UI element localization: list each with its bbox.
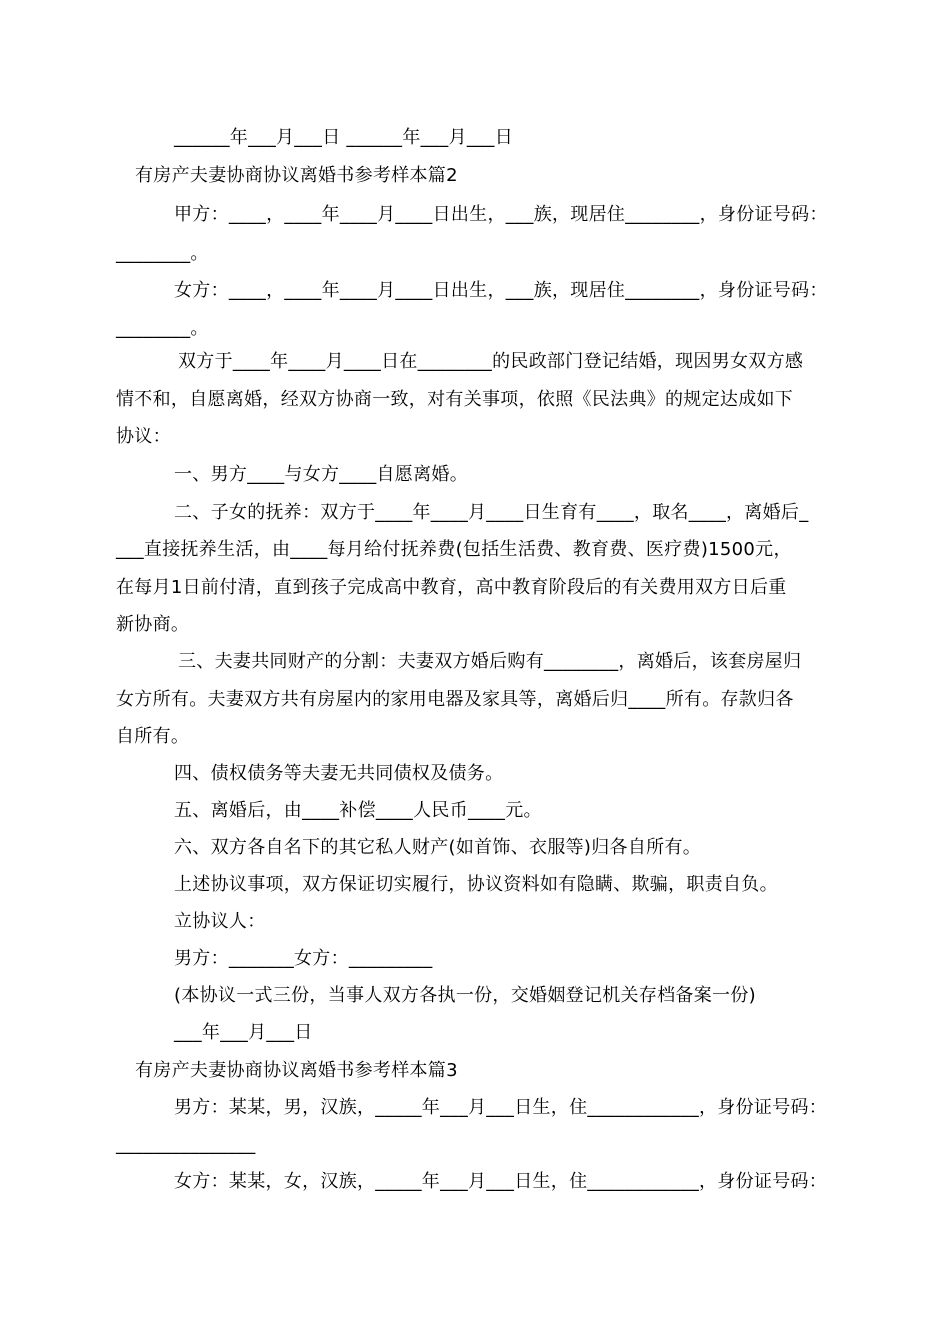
male-party-id-line: _______________	[116, 1134, 256, 1155]
clause-3-line-2: 女方所有。夫妻双方共有房屋内的家用电器及家具等，离婚后归____所有。存款归各	[116, 689, 794, 710]
party-a-id-line: ________。	[116, 243, 209, 264]
date-signature-line: ______年___月___日 ______年___月___日	[174, 127, 514, 148]
marriage-registration-line-1: 双方于____年____月____日在________的民政部门登记结婚，现因男女双方感	[178, 351, 804, 372]
copies-note: (本协议一式三份，当事人双方各执一份，交婚姻登记机关存档备案一份)	[174, 985, 756, 1006]
female-party-line: 女方：____，____年____月____日出生，___族，现居住________，身份证号码：	[174, 280, 828, 301]
clause-3-line-1: 三、夫妻共同财产的分割：夫妻双方婚后购有________，离婚后，该套房屋归	[178, 651, 802, 672]
party-a-line: 甲方：____，____年____月____日出生，___族，现居住________，身份证号码：	[174, 204, 828, 225]
agreement-date-line: ___年___月___日	[174, 1022, 313, 1043]
signatures-line: 男方：_______女方：_________	[174, 948, 433, 969]
guarantee-statement: 上述协议事项，双方保证切实履行，协议资料如有隐瞒、欺骗，职责自负。	[174, 874, 778, 895]
marriage-registration-line-3: 协议：	[116, 426, 171, 447]
clause-2-line-3: 在每月1日前付清，直到孩子完成高中教育，高中教育阶段后的有关费用双方日后重	[116, 577, 787, 598]
section-title-3: 有房产夫妻协商协议离婚书参考样本篇3	[135, 1060, 458, 1081]
female-party-line-3: 女方：某某，女，汉族，_____年___月___日生，住____________，身份证号码：	[174, 1171, 828, 1192]
male-party-line: 男方：某某，男，汉族，_____年___月___日生，住____________，身份证号码：	[174, 1097, 828, 1118]
clause-1: 一、男方____与女方____自愿离婚。	[174, 464, 468, 485]
section-title-2: 有房产夫妻协商协议离婚书参考样本篇2	[135, 165, 458, 186]
clause-5: 五、离婚后，由____补偿____人民币____元。	[174, 800, 542, 821]
clause-2-line-1: 二、子女的抚养：双方于____年____月____日生育有____，取名____，离婚后_	[174, 502, 809, 523]
clause-2-line-4: 新协商。	[116, 614, 190, 635]
clause-3-line-3: 自所有。	[116, 726, 190, 747]
clause-2-line-2: ___直接抚养生活，由____每月给付抚养费(包括生活费、教育费、医疗费)1500元，	[116, 539, 792, 560]
marriage-registration-line-2: 情不和，自愿离婚，经双方协商一致，对有关事项，依照《民法典》的规定达成如下	[116, 389, 794, 410]
female-party-id-line: ________。	[116, 318, 209, 339]
signatories-label: 立协议人：	[174, 911, 266, 932]
clause-6: 六、双方各自名下的其它私人财产(如首饰、衣服等)归各自所有。	[174, 837, 702, 858]
clause-4: 四、债权债务等夫妻无共同债权及债务。	[174, 763, 504, 784]
